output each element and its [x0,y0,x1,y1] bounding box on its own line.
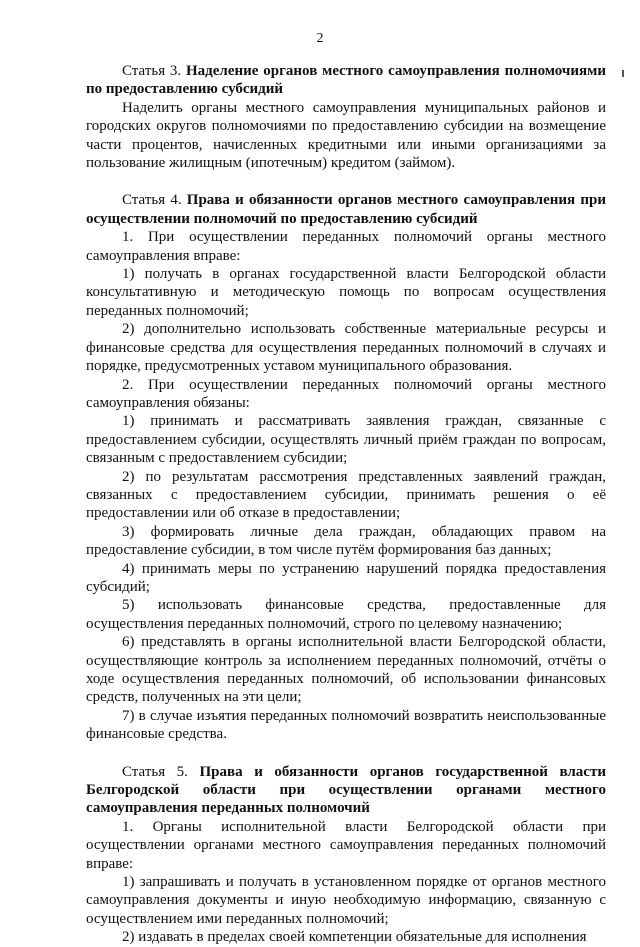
article-4-paragraph: 1) принимать и рассматривать заявления граждан, связанные с предоставлением субсидии, осуществлять личный приём граждан по вопросам, связанным с предоставлением субсидии; [86,413,606,467]
article-4-paragraph: 4) принимать меры по устранению нарушений порядка предоставления субсидий; [86,560,606,595]
margin-mark [622,70,624,77]
article-4-heading [86,191,606,228]
article-4-paragraph: 6) представлять в органы исполнительной власти Белгородской области, осуществляющие контроль за исполнением переданных полномочий, отчёты о ходе осуществления переданных полномочий, об использовании финансовых средств, полученных на эти цели; [86,634,606,706]
article-5-paragraph: 2) издавать в пределах своей компетенции обязательные для исполнения [122,929,587,946]
article-4-title: Права и обязанности органов местного самоуправления при осуществлении полномочий по предоставлению субсидий [86,192,606,227]
article-4-paragraph: 2) по результатам рассмотрения представленных заявлений граждан, связанных с предоставлением субсидии, принимать решения о её предоставлении или об отказе в предоставлении; [86,468,606,522]
article-4-paragraph: 2) дополнительно использовать собственные материальные ресурсы и финансовые средства для осуществления переданных полномочий в случаях и порядке, предусмотренных уставом муниципального образования. [86,321,606,375]
article-4-paragraph: 7) в случае изъятия переданных полномочий возвратить неиспользованные финансовые средства. [86,707,606,743]
article-3-paragraph: Наделить органы местного самоуправления муниципальных районов и городских округов полномочиями по предоставлению субсидии на возмещение части процентов, начисленных кредитными или иными организациями за пользование жилищным (ипотечным) кредитом (займом). [86,99,606,172]
article-3-heading [86,62,606,99]
article-4-paragraph: 1) получать в органах государственной власти Белгородской области консультативную и методическую помощь по вопросам осуществления переданных полномочий; [86,266,606,319]
article-4-paragraph: 1. При осуществлении переданных полномочий органы местного самоуправления вправе: [86,229,606,264]
article-4-paragraph: 2. При осуществлении переданных полномочий органы местного самоуправления обязаны: [86,376,606,411]
document-body [86,62,606,947]
article-4-label: Статья 4. [122,192,182,209]
section-gap [86,744,606,763]
article-5-paragraph: 1. Органы исполнительной власти Белгородской области при осуществлении органами местного самоуправления переданных полномочий вправе: [86,818,606,872]
article-5-label: Статья 5. [122,763,188,780]
article-4-paragraph: 5) использовать финансовые средства, предоставленные для осуществления переданных полномочий, строго по целевому назначению; [86,597,606,632]
article-3-title: Наделение органов местного самоуправления полномочиями по предоставлению субсидий [86,63,606,98]
page-number: 2 [316,31,324,46]
article-5-heading [86,763,606,818]
article-5-title: Права и обязанности органов государственной власти Белгородской области при осуществлении органами местного самоуправления переданных полномочий [86,763,606,817]
article-3-label: Статья 3. [122,63,182,79]
section-gap [86,172,606,191]
article-5-paragraph: 1) запрашивать и получать в установленном порядке от органов местного самоуправления документы и иную необходимую информацию, связанную с осуществлением ими переданных полномочий; [86,874,606,927]
article-4-paragraph: 3) формировать личные дела граждан, обладающих правом на предоставление субсидии, в том числе путём формирования баз данных; [86,523,606,559]
